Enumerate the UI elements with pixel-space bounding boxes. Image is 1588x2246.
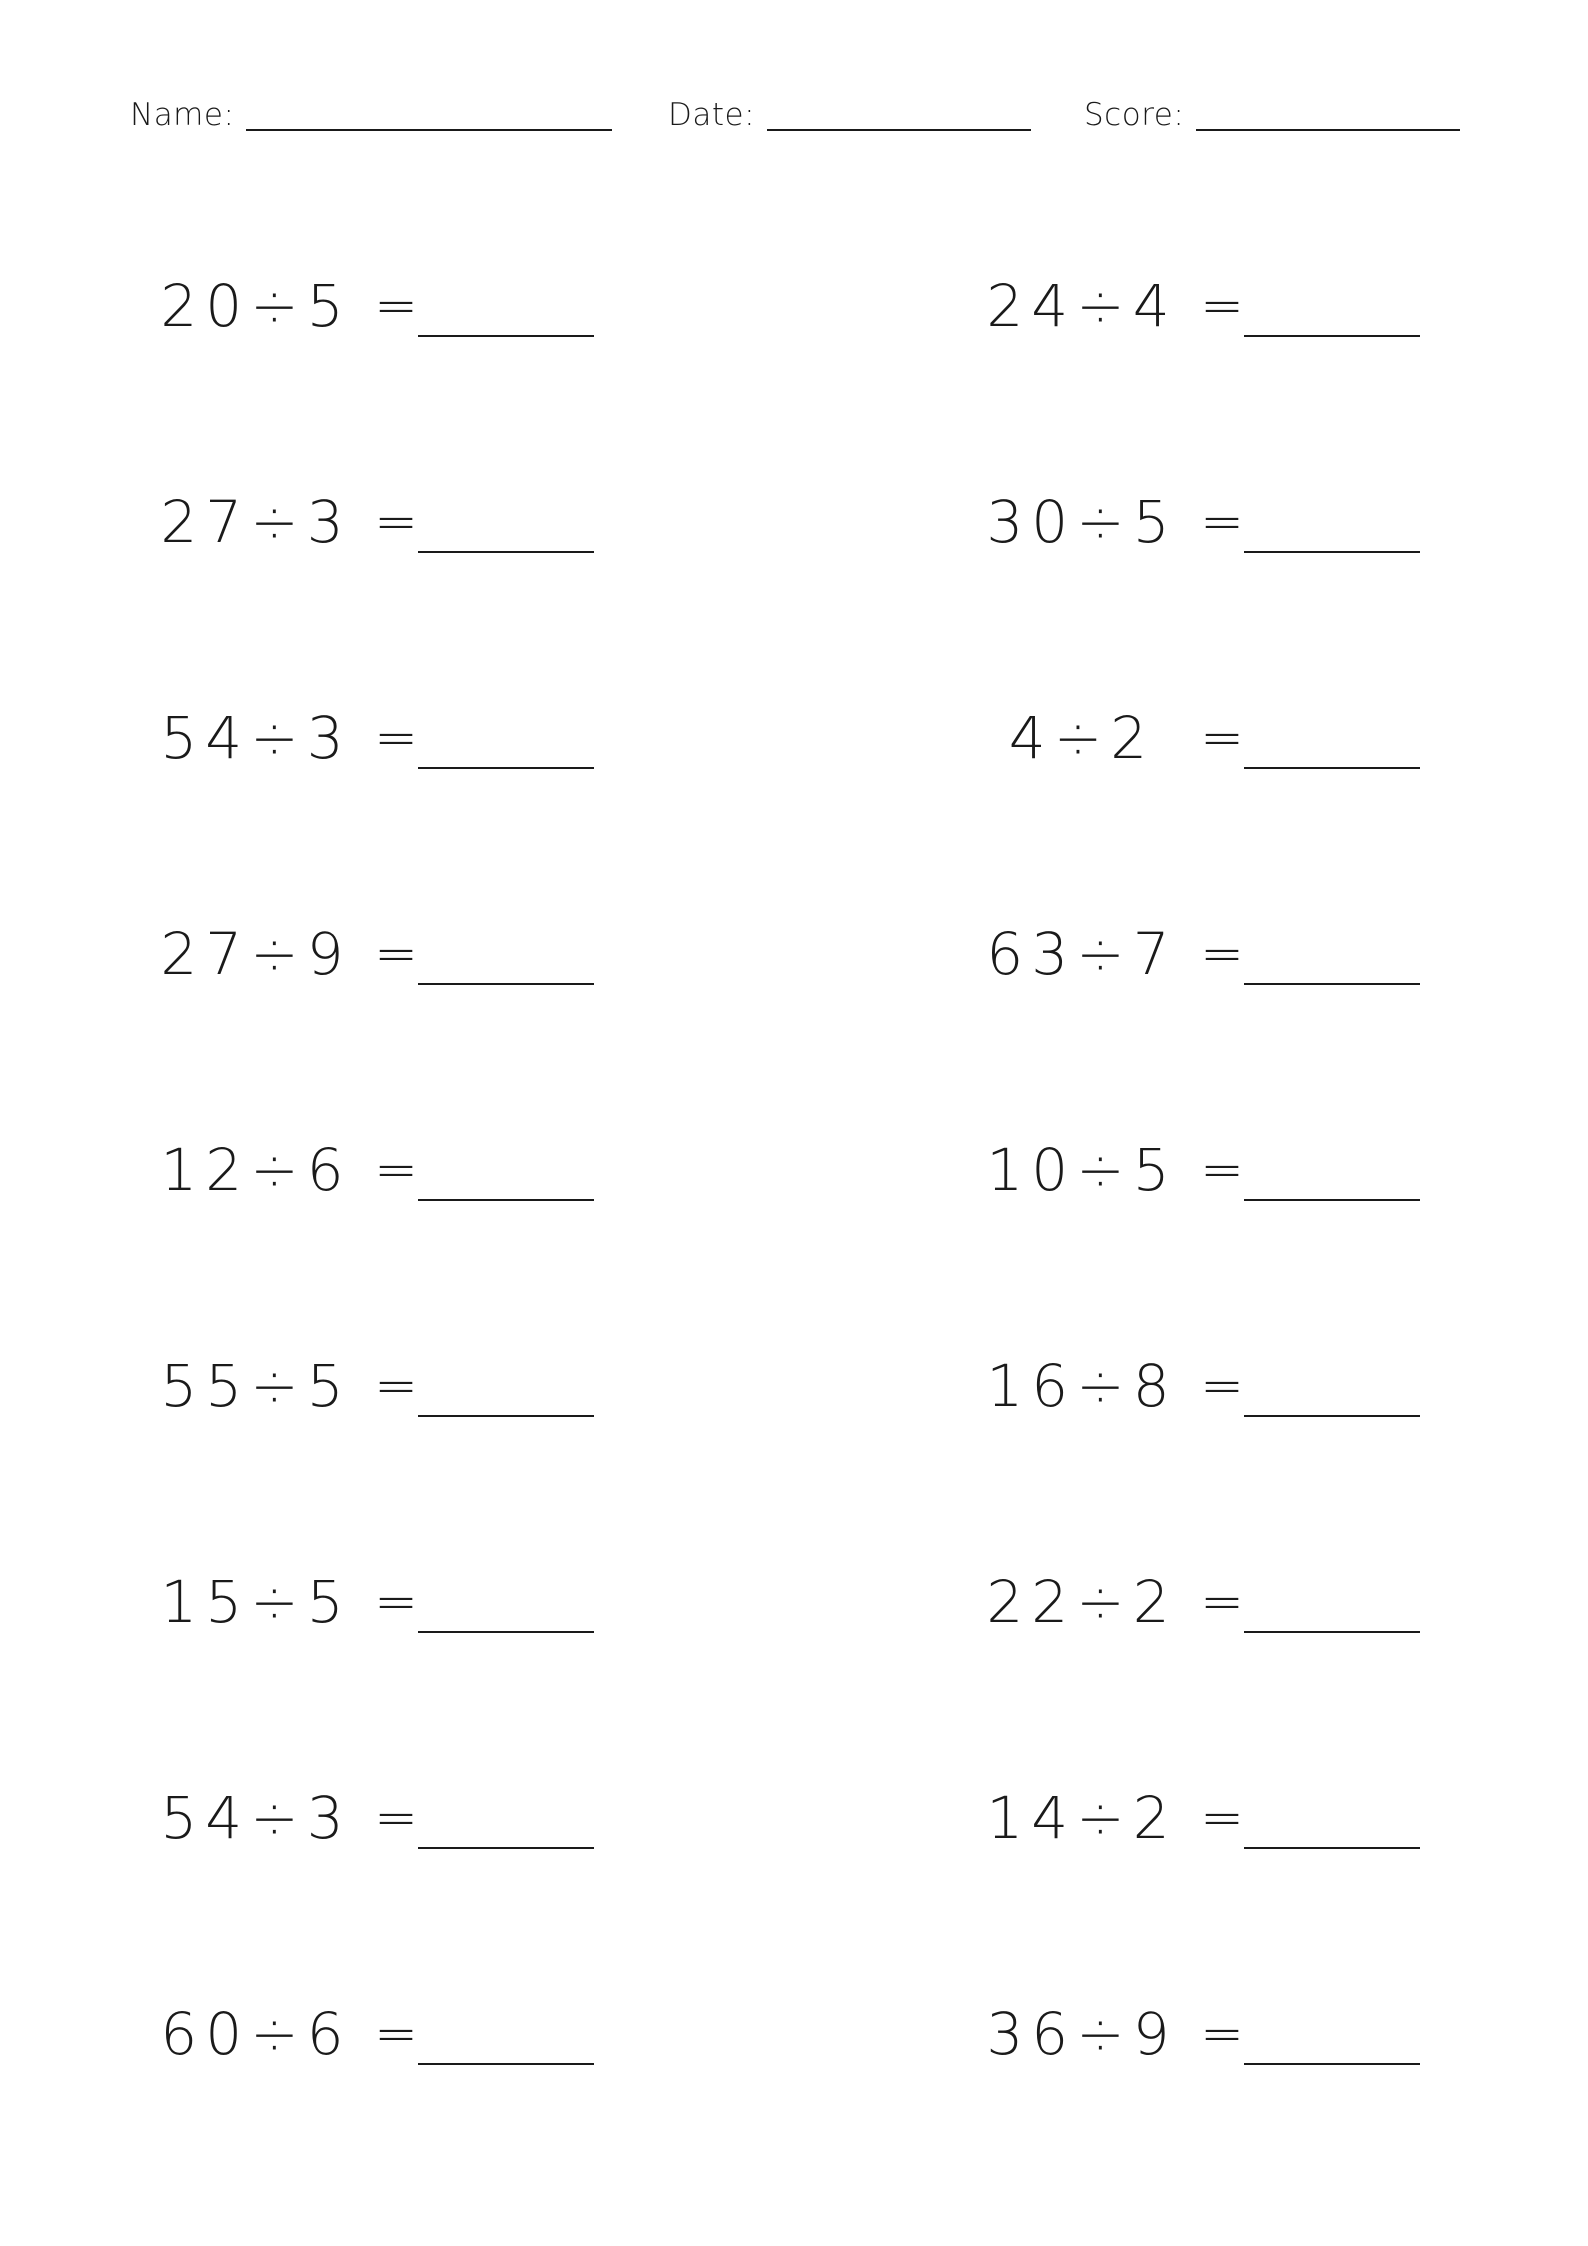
answer-line[interactable]	[1244, 1199, 1420, 1201]
equals-sign: =	[1200, 1572, 1244, 1632]
problem-expression: 27÷9	[160, 920, 352, 988]
equals-sign: =	[1200, 708, 1244, 768]
problem-expression: 4÷2	[1008, 704, 1156, 772]
answer-line[interactable]	[1244, 551, 1420, 553]
score-label: Score:	[1084, 97, 1185, 133]
equals-sign: =	[374, 1356, 418, 1416]
answer-line[interactable]	[418, 1631, 594, 1633]
answer-line[interactable]	[1244, 2063, 1420, 2065]
equals-sign: =	[1200, 1356, 1244, 1416]
problem-expression: 10÷5	[986, 1136, 1178, 1204]
problem-expression: 54÷3	[160, 704, 352, 772]
problem-expression: 55÷5	[160, 1352, 352, 1420]
problem-expression: 14÷2	[986, 1784, 1178, 1852]
answer-line[interactable]	[418, 1415, 594, 1417]
equals-sign: =	[374, 1140, 418, 1200]
equals-sign: =	[1200, 2004, 1244, 2064]
answer-line[interactable]	[418, 335, 594, 337]
date-label: Date:	[668, 97, 756, 133]
problem-expression: 12÷6	[160, 1136, 352, 1204]
name-field[interactable]	[130, 95, 612, 135]
answer-line[interactable]	[418, 767, 594, 769]
problem-expression: 63÷7	[986, 920, 1178, 988]
problem-expression: 54÷3	[160, 1784, 352, 1852]
date-field[interactable]	[668, 95, 1031, 135]
answer-line[interactable]	[418, 551, 594, 553]
problem-expression: 20÷5	[160, 272, 352, 340]
equals-sign: =	[1200, 492, 1244, 552]
problem-expression: 22÷2	[986, 1568, 1178, 1636]
problem-expression: 30÷5	[986, 488, 1178, 556]
answer-line[interactable]	[1244, 1631, 1420, 1633]
equals-sign: =	[1200, 1788, 1244, 1848]
equals-sign: =	[374, 2004, 418, 2064]
equals-sign: =	[374, 492, 418, 552]
problem-expression: 16÷8	[986, 1352, 1178, 1420]
name-line[interactable]	[246, 128, 612, 131]
worksheet-header	[0, 95, 1588, 140]
answer-line[interactable]	[418, 1199, 594, 1201]
equals-sign: =	[1200, 276, 1244, 336]
problem-expression: 36÷9	[986, 2000, 1178, 2068]
answer-line[interactable]	[1244, 767, 1420, 769]
equals-sign: =	[374, 924, 418, 984]
answer-line[interactable]	[418, 1847, 594, 1849]
answer-line[interactable]	[1244, 1415, 1420, 1417]
equals-sign: =	[374, 1572, 418, 1632]
score-line[interactable]	[1196, 128, 1460, 131]
equals-sign: =	[374, 1788, 418, 1848]
answer-line[interactable]	[418, 2063, 594, 2065]
equals-sign: =	[374, 708, 418, 768]
equals-sign: =	[1200, 924, 1244, 984]
score-field[interactable]	[1084, 95, 1460, 135]
problem-expression: 60÷6	[160, 2000, 352, 2068]
name-label: Name:	[130, 97, 235, 133]
equals-sign: =	[374, 276, 418, 336]
answer-line[interactable]	[418, 983, 594, 985]
answer-line[interactable]	[1244, 983, 1420, 985]
answer-line[interactable]	[1244, 1847, 1420, 1849]
answer-line[interactable]	[1244, 335, 1420, 337]
problem-expression: 24÷4	[986, 272, 1178, 340]
date-line[interactable]	[767, 128, 1031, 131]
problem-expression: 15÷5	[160, 1568, 352, 1636]
equals-sign: =	[1200, 1140, 1244, 1200]
problem-expression: 27÷3	[160, 488, 352, 556]
